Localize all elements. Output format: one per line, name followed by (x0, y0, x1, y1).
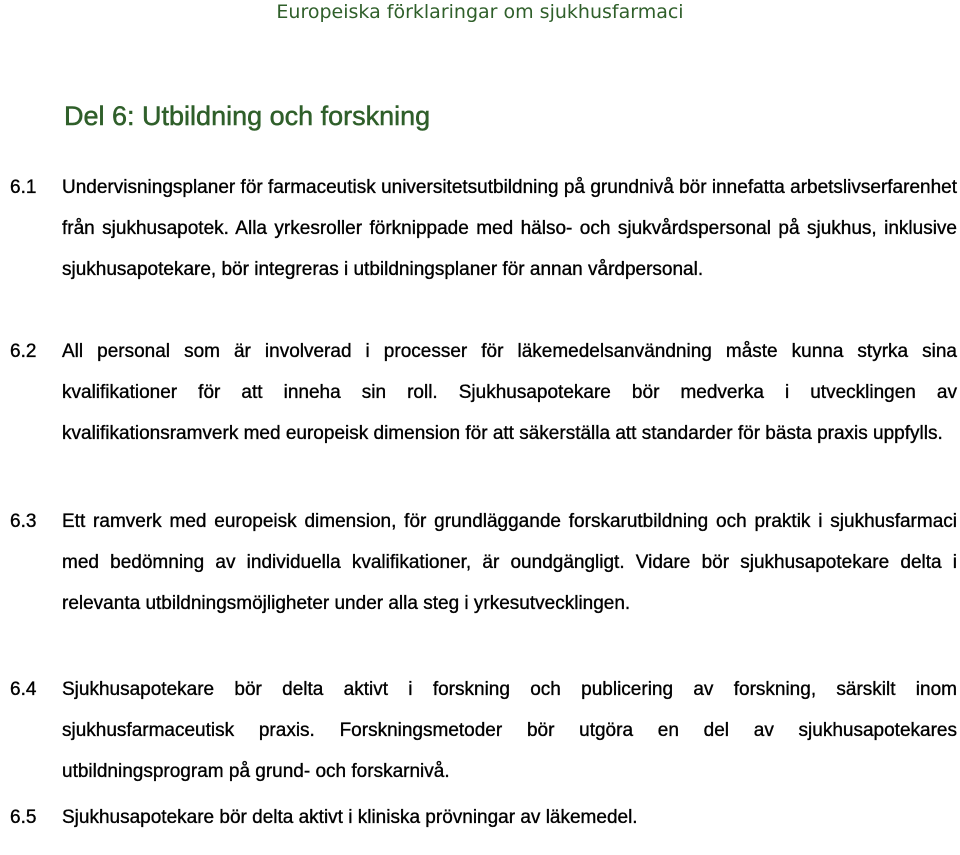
statement-text: Sjukhusapotekare bör delta aktivt i forskning och publicering av forskning, särskilt inom sjukhusfarmaceutisk praxis. Forskningsmetoder bör utgöra en del av sjukhusapotekares utbildningsprogram på grund- och forskarnivå. (62, 679, 957, 782)
running-header: Europeiska förklaringar om sjukhusfarmaci (276, 1, 684, 23)
statement-text: All personal som är involverad i processer för läkemedelsanvändning måste kunna styrka sina kvalifikationer för att inneha sin roll. Sjukhusapotekare bör medverka i utvecklingen av kvalifikationsramverk med europeisk dimension för att säkerställa att standarder för bästa praxis uppfylls. (62, 341, 957, 444)
statement-number: 6.4 (10, 679, 37, 700)
statement-text: Sjukhusapotekare bör delta aktivt i kliniska prövningar av läkemedel. (62, 807, 638, 828)
statement-number: 6.5 (10, 807, 37, 828)
statement-text: Ett ramverk med europeisk dimension, för grundläggande forskarutbildning och praktik i sjukhusfarmaci med bedömning av individuella kvalifikationer, är oundgängligt. Vidare bör sjukhusapotekare delta i relevanta utbildningsmöjligheter under alla steg i yrkesutvecklingen. (62, 511, 957, 614)
statement-text: Undervisningsplaner för farmaceutisk universitetsutbildning på grundnivå bör innefatta arbetslivserfarenhet från sjukhusapotek. Alla yrkesroller förknippade med hälso- och sjukvårdspersonal på sjukhus, inklusive sjukhusapotekare, bör integreras i utbildningsplaner för annan vårdpersonal. (62, 177, 957, 280)
statement-number: 6.1 (10, 177, 37, 198)
section-title: Del 6: Utbildning och forskning (64, 101, 431, 131)
statement-number: 6.2 (10, 341, 37, 362)
statement-number: 6.3 (10, 511, 37, 532)
